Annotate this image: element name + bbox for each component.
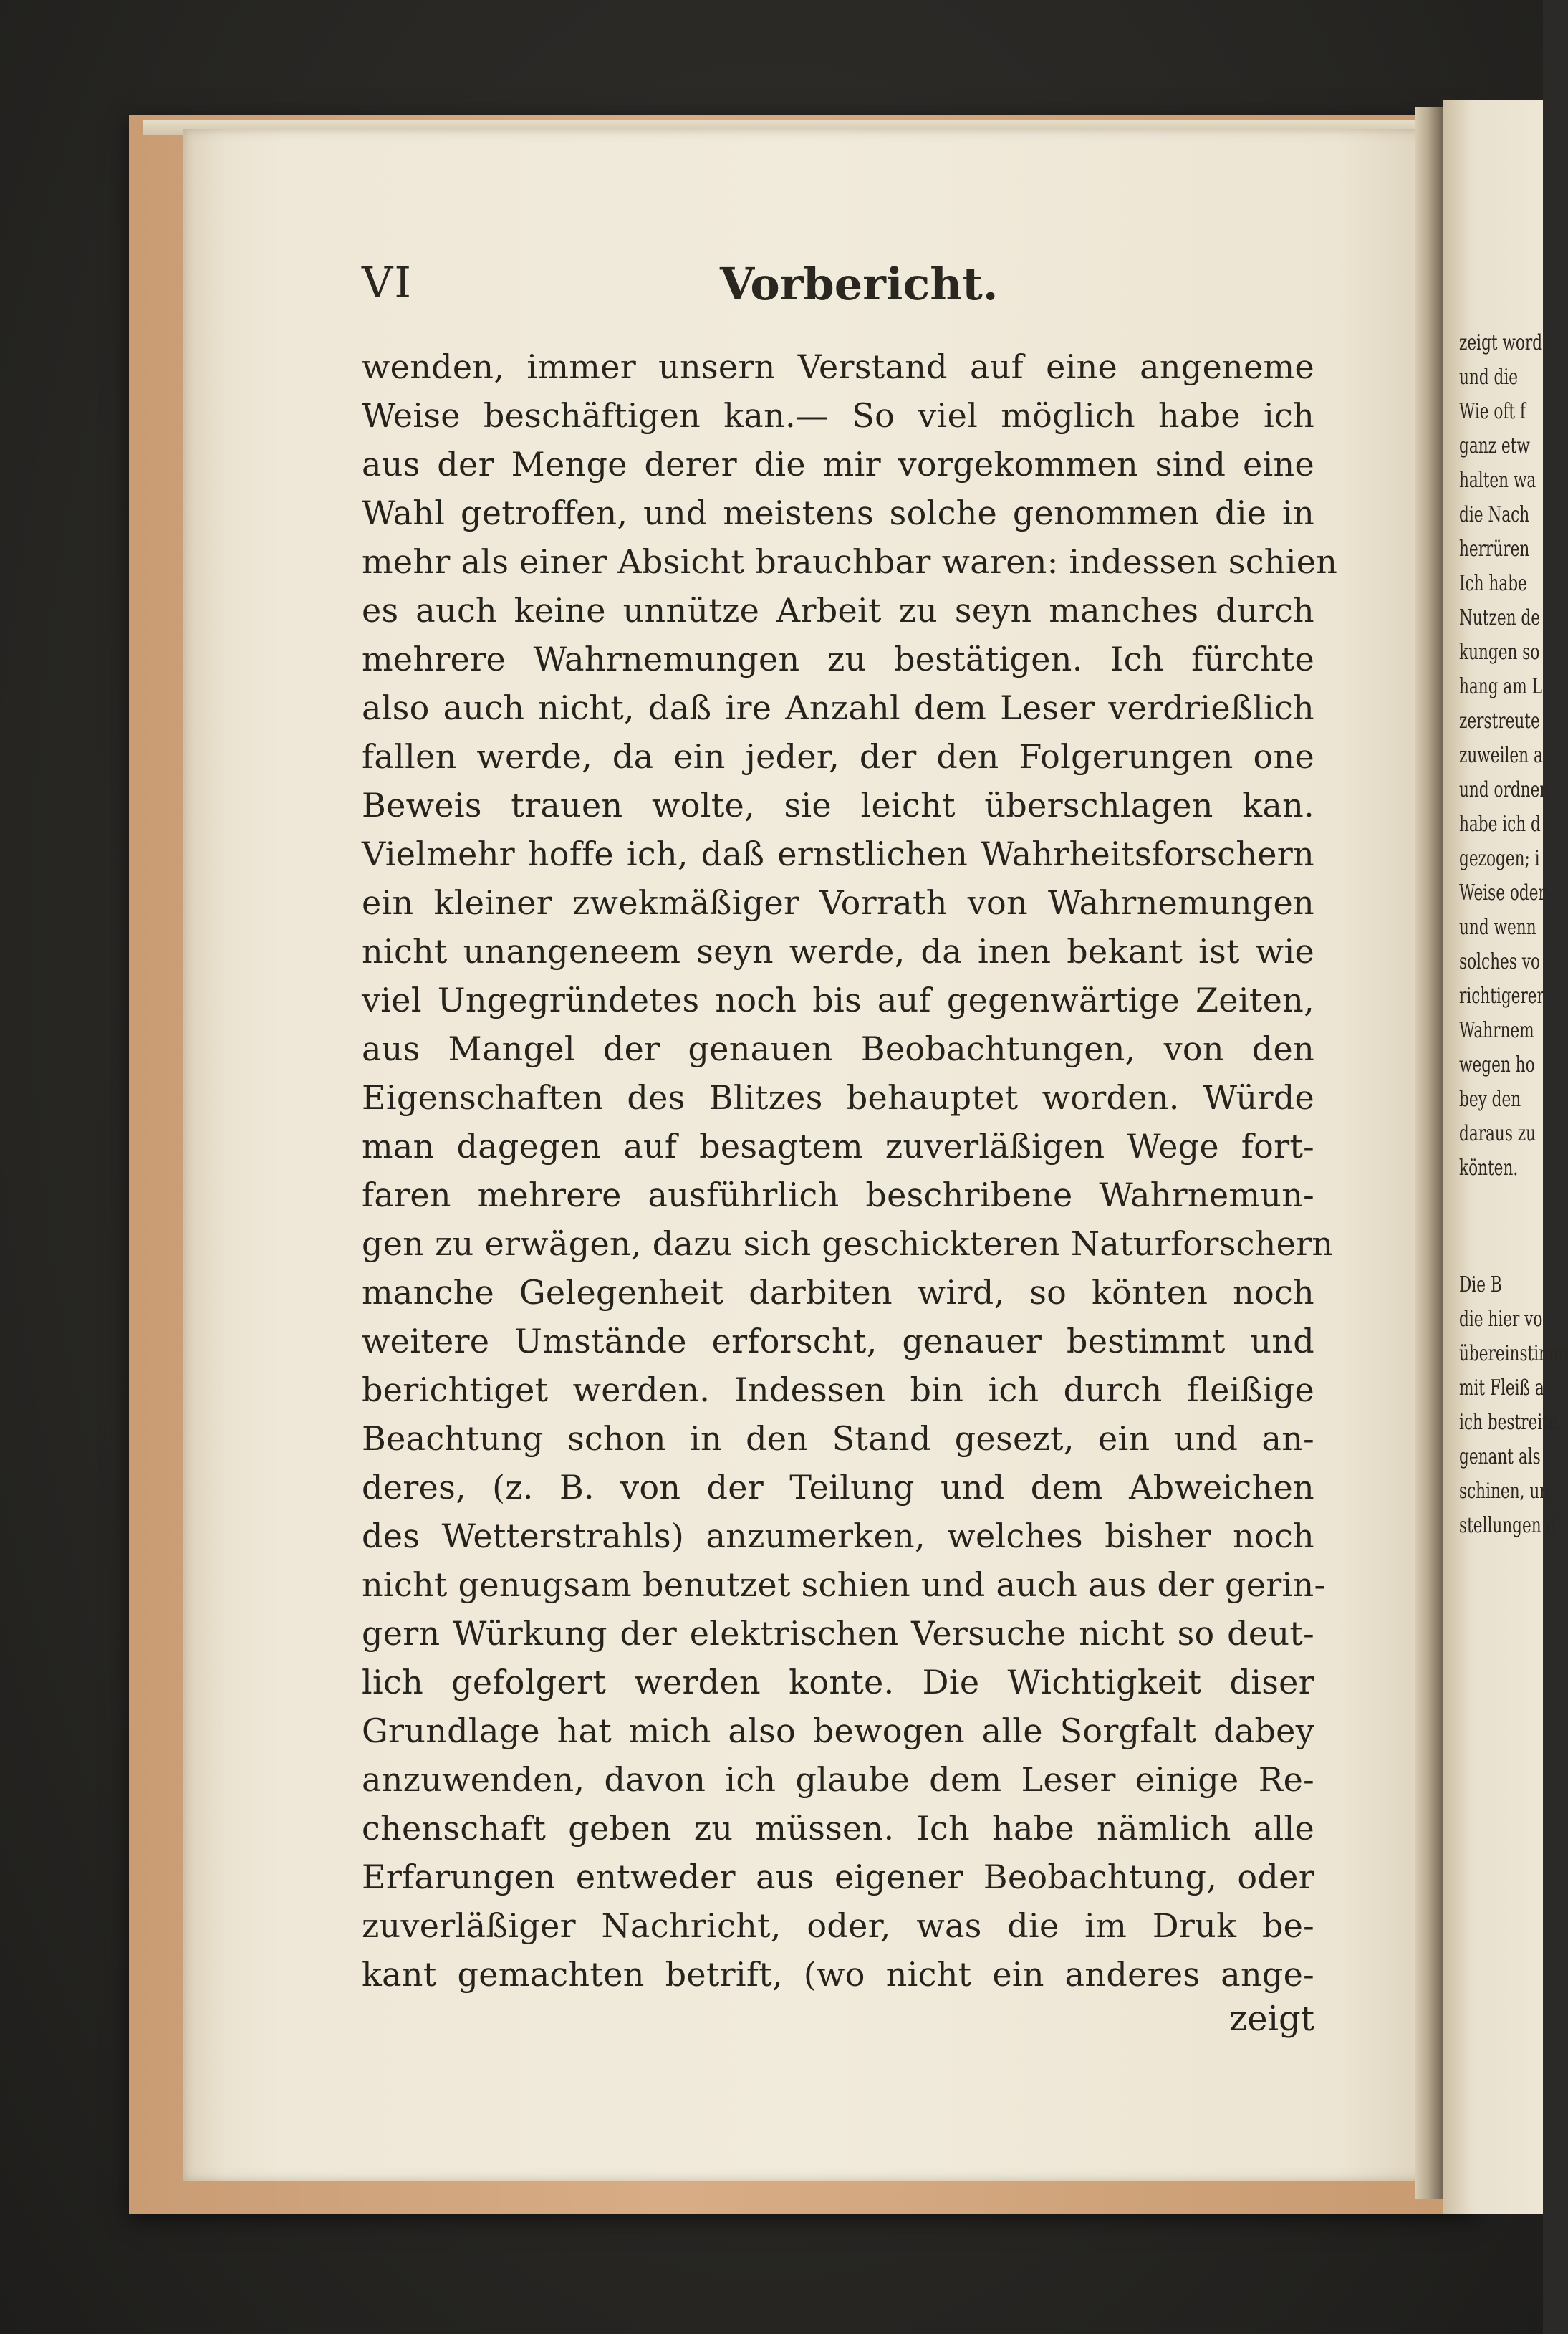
text-line: Wahl getroffen, und meistens solche genommen die in — [362, 494, 1314, 532]
fragment-line: und wenn — [1459, 915, 1536, 940]
fragment-line: und ordnen — [1459, 777, 1550, 802]
text-line: Vielmehr hoffe ich, daß ernstlichen Wahrheitsforschern — [362, 835, 1314, 873]
fragment-line: mit Fleiß a — [1459, 1375, 1544, 1401]
text-line: Erfarungen entweder aus eigener Beobachtung, oder — [362, 1858, 1314, 1896]
text-line: also auch nicht, daß ire Anzahl dem Leser verdrießlich — [362, 688, 1314, 727]
fragment-line: zeigt word — [1459, 330, 1543, 355]
text-line: viel Ungegründetes noch bis auf gegenwärtige Zeiten, — [362, 981, 1314, 1019]
page-header — [362, 258, 1307, 315]
fragment-line: gezogen; i — [1459, 846, 1540, 871]
fragment-line: Ich habe — [1459, 571, 1527, 596]
fragment-line: solches vo — [1459, 949, 1540, 974]
text-line: deres, (z. B. von der Teilung und dem Abweichen — [362, 1468, 1314, 1507]
text-line: aus Mangel der genauen Beobachtungen, von den — [362, 1029, 1314, 1068]
text-line: Eigenschaften des Blitzes behauptet worden. Würde — [362, 1078, 1314, 1117]
running-head: Vorbericht. — [720, 258, 999, 310]
fragment-line: zerstreute — [1459, 709, 1540, 734]
text-line: es auch keine unnütze Arbeit zu seyn manches durch — [362, 591, 1314, 630]
text-line: man dagegen auf besagtem zuverläßigen Wege fort- — [362, 1127, 1314, 1166]
text-line: des Wetterstrahls) anzumerken, welches bisher noch — [362, 1517, 1314, 1555]
text-line: faren mehrere ausführlich beschribene Wahrnemun- — [362, 1176, 1314, 1214]
text-line: wenden, immer unsern Verstand auf eine angeneme — [362, 347, 1314, 386]
text-line: gen zu erwägen, dazu sich geschickteren Naturforschern — [362, 1224, 1334, 1263]
text-line: lich gefolgert werden konte. Die Wichtigkeit diser — [362, 1663, 1314, 1701]
right-page-text — [1459, 326, 1568, 1543]
body-text — [362, 342, 1338, 1999]
text-line: manche Gelegenheit darbiten wird, so könten noch — [362, 1273, 1314, 1312]
fragment-line: Weise oder — [1459, 880, 1546, 906]
fragment-line: zuweilen a — [1459, 743, 1543, 768]
fragment-line: daraus zu — [1459, 1121, 1536, 1146]
page-shadow — [183, 129, 226, 2181]
fragment-line: Wahrnem — [1459, 1018, 1534, 1043]
fragment-line: herrüren — [1459, 537, 1530, 562]
page-number: VI — [362, 258, 413, 308]
fragment-line: bey den — [1459, 1087, 1521, 1112]
fragment-line: und die — [1459, 365, 1519, 390]
fragment-line: wegen ho — [1459, 1052, 1535, 1077]
text-line: mehr als einer Absicht brauchbar waren: indessen schien — [362, 542, 1338, 581]
fragment-line: halten wa — [1459, 468, 1536, 493]
text-line: gern Würkung der elektrischen Versuche nicht so deut- — [362, 1614, 1314, 1653]
fragment-line: die hier vo — [1459, 1307, 1543, 1332]
text-line: berichtiget werden. Indessen bin ich durch fleißige — [362, 1370, 1314, 1409]
fragment-line: ich bestreite — [1459, 1410, 1558, 1435]
catchword-row — [362, 1999, 1314, 2049]
fragment-line: kungen so — [1459, 640, 1540, 665]
fragment-line: genant als — [1459, 1444, 1541, 1469]
text-line: nicht unangeneem seyn werde, da inen bekant ist wie — [362, 932, 1314, 971]
fragment-line: habe ich d — [1459, 812, 1541, 837]
fragment-line: Nutzen de — [1459, 605, 1541, 630]
text-line: kant gemachten betrift, (wo nicht ein anderes ange- — [362, 1955, 1314, 1994]
text-line: ein kleiner zwekmäßiger Vorrath von Wahrnemungen — [362, 883, 1314, 922]
text-line: nicht genugsam benutzet schien und auch aus der gerin- — [362, 1565, 1326, 1604]
text-line: chenschaft geben zu müssen. Ich habe nämlich alle — [362, 1809, 1314, 1848]
catchword: zeigt — [1228, 1999, 1314, 2039]
text-line: Weise beschäftigen kan.— So viel möglich habe ich — [362, 396, 1314, 435]
text-line: aus der Menge derer die mir vorgekommen sind eine — [362, 445, 1314, 484]
text-line: fallen werde, da ein jeder, der den Folgerungen one — [362, 737, 1314, 776]
paragraph-gap — [1459, 1186, 1559, 1268]
fragment-line: richtigerer — [1459, 984, 1544, 1009]
text-line: mehrere Wahrnemungen zu bestätigen. Ich fürchte — [362, 640, 1314, 678]
fragment-line: die Nach — [1459, 502, 1530, 527]
fragment-line: stellungen d — [1459, 1513, 1557, 1538]
text-line: Grundlage hat mich also bewogen alle Sorgfalt dabey — [362, 1711, 1314, 1750]
text-line: weitere Umstände erforscht, genauer bestimmt und — [362, 1322, 1314, 1360]
fragment-line: Wie oft f — [1459, 399, 1526, 424]
text-line: anzuwenden, davon ich glaube dem Leser einige Re- — [362, 1760, 1314, 1799]
book-gutter — [1415, 107, 1443, 2199]
right-page-fragment — [1443, 100, 1568, 2214]
text-line: Beweis trauen wolte, sie leicht überschlagen kan. — [362, 786, 1314, 825]
fragment-line: hang am L — [1459, 674, 1542, 699]
fragment-line: übereinstimm — [1459, 1341, 1568, 1366]
fragment-line: schinen, un — [1459, 1479, 1550, 1504]
text-line: Beachtung schon in den Stand gesezt, ein und an- — [362, 1419, 1314, 1458]
fragment-line: ganz etw — [1459, 433, 1530, 458]
text-line: zuverläßiger Nachricht, oder, was die im Druk be- — [362, 1906, 1314, 1945]
fragment-line: könten. — [1459, 1156, 1519, 1181]
fragment-line: Die B — [1459, 1272, 1502, 1297]
